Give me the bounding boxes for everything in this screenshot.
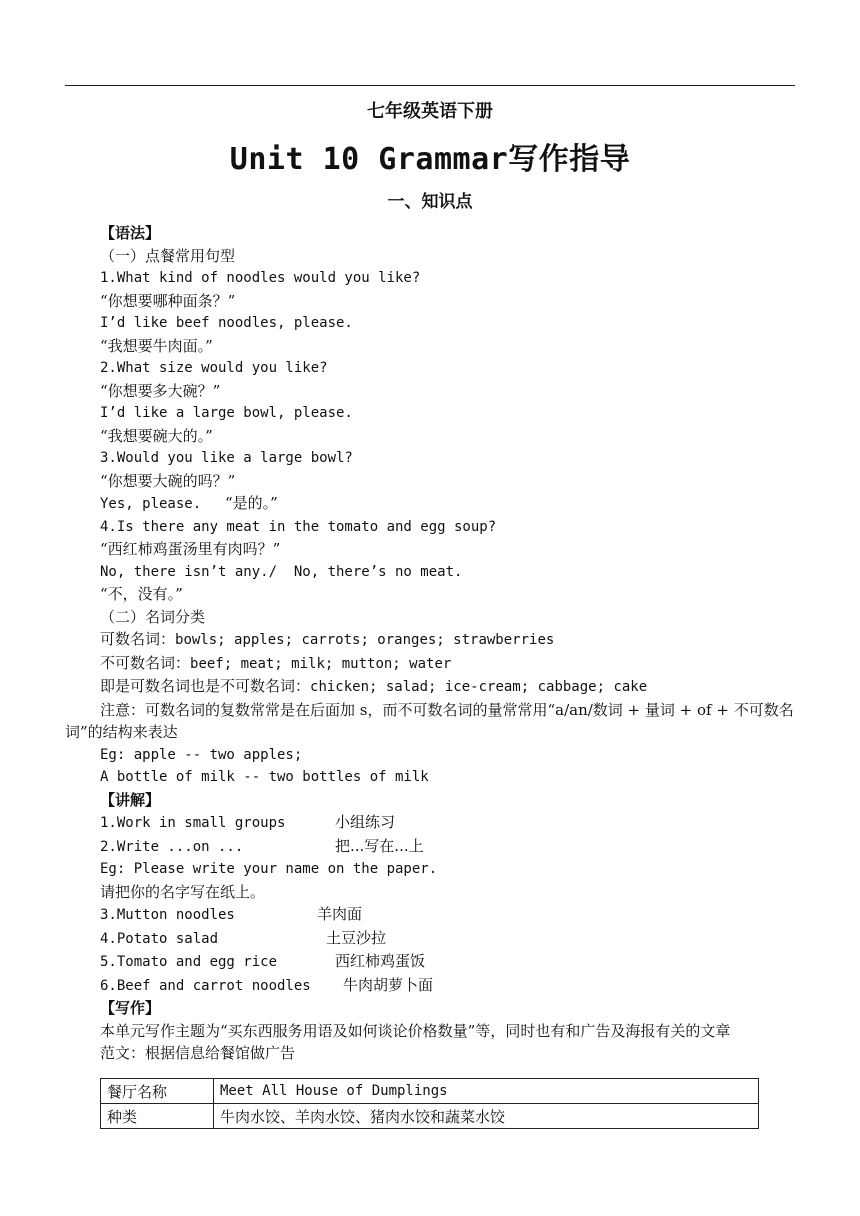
section-heading: 一、知识点 <box>387 192 473 212</box>
uncountable-label: 不可数名词： <box>100 653 191 672</box>
phrase-en: 2.Write ...on ... <box>100 838 244 855</box>
document-body <box>65 222 797 1065</box>
sentence-q1-en: 1.What kind of noodles would you like? <box>100 270 421 286</box>
list-item <box>65 927 797 951</box>
page-title <box>0 134 860 178</box>
grammar-heading: 【语法】 <box>100 224 161 242</box>
sentence-q2-en: 2.What size would you like? <box>100 360 328 376</box>
example-2: A bottle of milk -- two bottles of milk <box>100 769 429 785</box>
both-list: chicken; salad; ice-cream; cabbage; cake <box>310 679 648 695</box>
sentence-q4-cn: “西红柿鸡蛋汤里有肉吗？” <box>100 540 281 558</box>
example-1: Eg: apple -- two apples; <box>100 746 303 763</box>
sentence-a1-cn: “我想要牛肉面。” <box>100 336 213 355</box>
table-row <box>101 1104 759 1129</box>
sentence-q3-en: 3.Would you like a large bowl? <box>100 450 353 466</box>
phrase-cn: 羊肉面 <box>317 905 363 923</box>
phrase-en: 3.Mutton noodles <box>100 907 235 923</box>
sentence-a2-en: I’d like a large bowl, please. <box>100 405 353 421</box>
table-row <box>101 1079 759 1104</box>
table-value: Meet All House of Dumplings <box>214 1079 759 1104</box>
countable-nouns <box>65 628 797 652</box>
sentence-a1-en: I’d like beef noodles, please. <box>100 315 353 331</box>
phrase-cn: 牛肉胡萝卜面 <box>343 975 434 994</box>
sentence-a3-cn: “是的。” <box>225 494 278 512</box>
phrase-en: 6.Beef and carrot noodles <box>100 977 311 994</box>
phrase-en: 1.Work in small groups <box>100 815 286 831</box>
writing-heading: 【写作】 <box>100 999 161 1017</box>
sentence-a2-cn: “我想要碗大的。” <box>100 426 213 445</box>
phrase-en: 5.Tomato and egg rice <box>100 954 278 970</box>
sentence-a3-en: Yes, please. <box>100 496 202 512</box>
phrase-cn: 西红柿鸡蛋饭 <box>335 952 426 970</box>
phrase-cn: 把...写在...上 <box>335 836 424 855</box>
countable-label: 可数名词： <box>100 630 176 648</box>
explain-heading: 【讲解】 <box>100 790 161 809</box>
phrase-en: 4.Potato salad <box>100 930 219 947</box>
list-item <box>65 950 797 974</box>
explain-example-en: Eg: Please write your name on the paper. <box>100 861 438 877</box>
subject-title: 七年级英语下册 <box>367 101 493 122</box>
list-item <box>65 811 797 835</box>
header-rule <box>65 85 795 86</box>
sentence-q1-cn: “你想要哪种面条？” <box>100 291 236 310</box>
list-item <box>65 903 797 927</box>
title-chinese: 写作指导 <box>508 142 631 177</box>
sentence-a4-cn: “不，没有。” <box>100 585 183 603</box>
both-nouns <box>65 675 797 699</box>
list-item <box>65 835 797 859</box>
grammar-subheading-2: （二）名词分类 <box>100 607 206 626</box>
grammar-subheading-1: （一）点餐常用句型 <box>100 246 236 265</box>
table-value: 牛肉水饺、羊肉水饺、猪肉水饺和蔬菜水饺 <box>214 1104 759 1129</box>
restaurant-info-table <box>100 1078 759 1129</box>
phrase-cn: 土豆沙拉 <box>326 928 387 947</box>
sentence-a4-en: No, there isn’t any./ No, there’s no meat. <box>100 563 463 580</box>
countable-list: bowls; apples; carrots; oranges; strawberries <box>175 632 555 648</box>
table-key: 种类 <box>101 1104 214 1129</box>
both-label: 即是可数名词也是不可数名词： <box>100 677 311 695</box>
explain-example-cn: 请把你的名字写在纸上。 <box>100 882 266 901</box>
table-key: 餐厅名称 <box>101 1079 214 1104</box>
writing-intro: 本单元写作主题为“买东西服务用语及如何谈论价格数量”等，同时也有和广告及海报有关的文章 <box>100 1021 731 1040</box>
uncountable-nouns <box>65 652 797 676</box>
sentence-q2-cn: “你想要多大碗？” <box>100 381 221 400</box>
grammar-note: 注意：可数名词的复数常常是在后面加 s，而不可数名词的量常常用“a/an/数词 + 量词 + of + 不可数名词”的结构来表达 <box>65 700 794 741</box>
sentence-q4-en: 4.Is there any meat in the tomato and egg soup? <box>100 518 497 535</box>
sentence-q3-cn: “你想要大碗的吗？” <box>100 471 236 490</box>
uncountable-list: beef; meat; milk; mutton; water <box>190 655 452 672</box>
sentence-a3 <box>65 492 797 516</box>
writing-sample-label: 范文：根据信息给餐馆做广告 <box>100 1044 296 1062</box>
phrase-cn: 小组练习 <box>335 813 396 831</box>
list-item <box>65 974 797 998</box>
title-english: Unit 10 Grammar <box>229 142 509 177</box>
